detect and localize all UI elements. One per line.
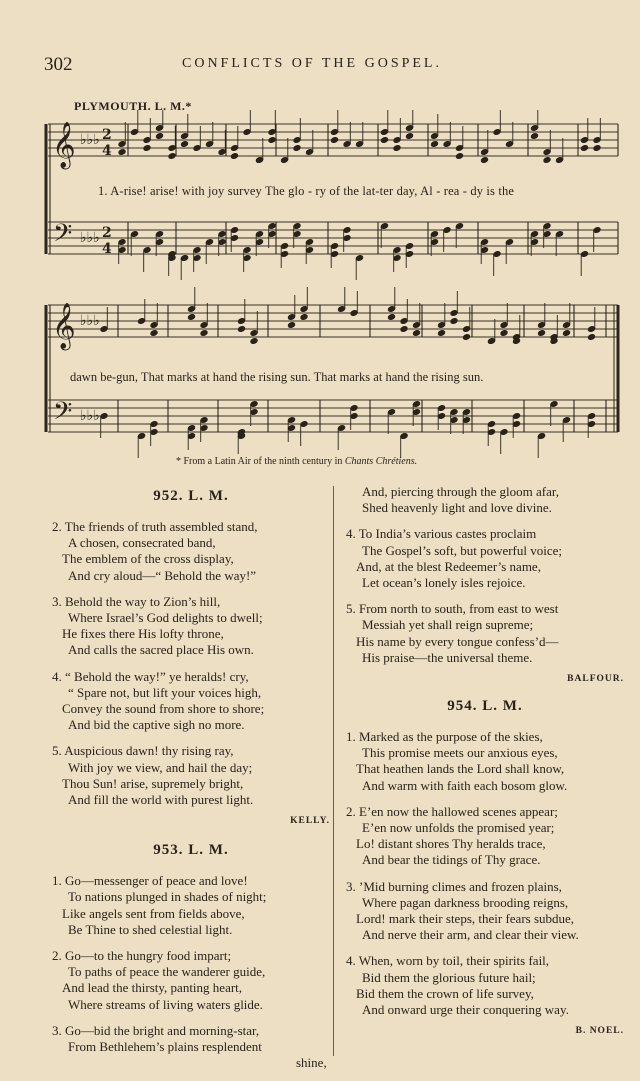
note bbox=[243, 110, 252, 136]
hymn-line: 2. Go—to the hungry food impart; bbox=[52, 948, 232, 964]
stanza bbox=[340, 601, 630, 666]
tune-title: PLYMOUTH. L. M.* bbox=[74, 99, 192, 113]
note bbox=[493, 250, 502, 276]
hymn-line: 5. Auspicious dawn! thy rising ray, bbox=[52, 743, 234, 759]
note bbox=[200, 416, 209, 442]
page-header bbox=[44, 54, 604, 78]
note bbox=[350, 291, 359, 317]
note bbox=[455, 126, 464, 160]
hymn-line: And onward urge their conquering way. bbox=[362, 1002, 569, 1018]
note bbox=[168, 250, 177, 276]
hymn-953 bbox=[46, 873, 336, 1071]
note bbox=[400, 432, 409, 458]
note bbox=[537, 432, 546, 458]
note bbox=[155, 230, 164, 256]
hymn-line: And lead the thirsty, panting heart, bbox=[62, 980, 243, 996]
treble-clef-icon: 𝄞 bbox=[52, 122, 76, 168]
note bbox=[543, 130, 552, 164]
note bbox=[187, 424, 196, 450]
hymn-number: 953. L. M. bbox=[153, 842, 229, 859]
note bbox=[100, 412, 109, 438]
hymn-line: And bid the captive sigh no more. bbox=[68, 717, 245, 733]
note bbox=[580, 250, 589, 276]
note bbox=[100, 307, 109, 333]
note bbox=[293, 118, 302, 152]
note bbox=[243, 246, 252, 272]
note bbox=[387, 408, 396, 434]
page-number: 302 bbox=[44, 54, 73, 75]
hymn-author: BALFOUR. bbox=[567, 674, 624, 685]
hymn-line: And bear the tidings of Thy grace. bbox=[362, 852, 541, 868]
note bbox=[330, 110, 339, 144]
hymn-952 bbox=[46, 519, 336, 808]
note bbox=[537, 303, 546, 337]
note bbox=[343, 226, 352, 252]
hymn-line: And calls the sacred place His own. bbox=[68, 642, 254, 658]
note bbox=[500, 428, 509, 454]
hymn-line: 3. Behold the way to Zion’s hill, bbox=[52, 593, 221, 609]
note bbox=[462, 408, 471, 434]
stanza bbox=[340, 879, 630, 944]
hymn-line: Lord! mark their steps, their fears subdue, bbox=[356, 911, 575, 927]
note bbox=[580, 118, 589, 152]
hymn-line: With joy we view, and hail the day; bbox=[68, 759, 253, 775]
hymn-line: A chosen, consecrated band, bbox=[68, 535, 216, 551]
note bbox=[555, 230, 564, 256]
hymn-line: 4. When, worn by toil, their spirits fail, bbox=[346, 953, 550, 969]
note bbox=[380, 110, 389, 144]
hymn-line: That heathen lands the Lord shall know, bbox=[356, 761, 565, 777]
stanza bbox=[340, 804, 630, 869]
staff bbox=[48, 400, 618, 432]
note bbox=[443, 226, 452, 252]
time-signature: 2 bbox=[102, 127, 112, 143]
hymn-line: He fixes there His lofty throne, bbox=[62, 626, 224, 642]
staff bbox=[48, 305, 618, 337]
note bbox=[118, 238, 127, 264]
hymn-line: 5. From north to south, from east to west bbox=[346, 601, 559, 617]
note bbox=[343, 122, 352, 148]
hymn-line: 4. To India’s various castes proclaim bbox=[346, 526, 537, 542]
note bbox=[462, 307, 471, 341]
footnote-source: Chants Chrétiens. bbox=[344, 456, 418, 467]
stanza bbox=[340, 729, 630, 794]
note bbox=[155, 110, 164, 140]
hymn-line: Shed heavenly light and love divine. bbox=[362, 500, 552, 516]
hymn-line: The emblem of the cross display, bbox=[62, 551, 234, 567]
note bbox=[193, 246, 202, 272]
note bbox=[237, 428, 246, 454]
note bbox=[218, 130, 227, 156]
tune-footnote bbox=[176, 456, 417, 467]
note bbox=[550, 400, 559, 426]
note bbox=[350, 404, 359, 430]
note bbox=[287, 295, 296, 329]
hymn-line: To nations plunged in shades of night; bbox=[68, 889, 267, 905]
note bbox=[400, 299, 409, 333]
hymn-line: Where pagan darkness brooding reigns, bbox=[362, 894, 569, 910]
bass-clef-icon: 𝄢 bbox=[53, 397, 73, 432]
treble-clef-icon: 𝄞 bbox=[52, 303, 76, 349]
note bbox=[250, 311, 259, 345]
hymn-line: And, piercing through the gloom afar, bbox=[362, 484, 559, 499]
note bbox=[530, 110, 539, 140]
note bbox=[443, 122, 452, 148]
staff bbox=[48, 222, 618, 254]
note bbox=[405, 242, 414, 268]
hymn-author: KELLY. bbox=[290, 816, 330, 827]
hymn-line: His name by every tongue confess’d— bbox=[356, 633, 559, 649]
note bbox=[230, 226, 239, 252]
note bbox=[430, 230, 439, 256]
hymn-line: To paths of peace the wanderer guide, bbox=[68, 964, 266, 980]
note bbox=[430, 114, 439, 148]
staff-lines bbox=[48, 124, 618, 432]
hymn-line: Like angels sent from fields above, bbox=[62, 905, 245, 921]
note bbox=[150, 303, 159, 337]
note bbox=[562, 303, 571, 337]
note bbox=[512, 315, 521, 345]
hymn-line: Convey the sound from shore to shore; bbox=[62, 701, 265, 717]
note bbox=[412, 400, 421, 426]
hymn-line: E’en now unfolds the promised year; bbox=[362, 820, 555, 836]
note bbox=[380, 222, 389, 248]
hymn-line: Where streams of living waters glide. bbox=[68, 996, 263, 1012]
note bbox=[337, 287, 346, 313]
hymn-line: 1. Marked as the purpose of the skies, bbox=[346, 729, 543, 745]
note bbox=[450, 408, 459, 434]
note bbox=[355, 254, 364, 280]
note bbox=[255, 230, 264, 256]
note bbox=[305, 238, 314, 264]
note bbox=[300, 287, 309, 321]
hymn-line: And nerve their arm, and clear their view. bbox=[362, 927, 579, 943]
stanza bbox=[46, 948, 336, 1013]
hymn-953-continued bbox=[340, 484, 630, 666]
hymn-line: Where Israel’s God delights to dwell; bbox=[68, 610, 263, 626]
note bbox=[130, 230, 139, 256]
hymn-line: Let ocean’s lonely isles rejoice. bbox=[362, 575, 526, 591]
flat-icon: ♭♭♭ bbox=[80, 313, 100, 329]
stanza bbox=[46, 519, 336, 584]
hymn-line: And, at the blest Redeemer’s name, bbox=[356, 558, 541, 574]
hymn-line: 4. “ Behold the way!” ye heralds! cry, bbox=[52, 668, 249, 684]
tune-lyric-line-2: dawn be-gun, That marks at hand the rising sun. That marks at hand the rising sun. bbox=[70, 370, 484, 384]
note bbox=[187, 287, 196, 321]
right-column bbox=[340, 482, 630, 1042]
note bbox=[180, 114, 189, 148]
flat-icon: ♭♭♭ bbox=[80, 230, 100, 246]
stanza bbox=[340, 484, 630, 516]
note bbox=[205, 238, 214, 264]
hymn-line: Lo! distant shores Thy heralds trace, bbox=[356, 836, 546, 852]
note bbox=[305, 130, 314, 156]
clefs bbox=[52, 122, 112, 432]
hymn-line: This promise meets our anxious eyes, bbox=[362, 745, 558, 761]
note bbox=[530, 230, 539, 256]
note bbox=[505, 122, 514, 148]
hymn-line: 2. E’en now the hallowed scenes appear; bbox=[346, 803, 558, 819]
hymn-line: “ Spare not, but lift your voices high, bbox=[68, 684, 262, 700]
hymn-number: 954. L. M. bbox=[447, 698, 523, 715]
hymn-line: shine, bbox=[296, 1055, 327, 1071]
note bbox=[137, 299, 146, 325]
note bbox=[593, 118, 602, 152]
stanza bbox=[46, 873, 336, 938]
note bbox=[587, 307, 596, 341]
note bbox=[587, 412, 596, 438]
note bbox=[205, 122, 214, 148]
note bbox=[393, 246, 402, 272]
hymn-number: 952. L. M. bbox=[153, 488, 229, 504]
time-signature: 2 bbox=[102, 225, 112, 241]
note bbox=[543, 222, 552, 248]
hymn-line: Bid them the glorious future hail; bbox=[362, 969, 536, 985]
hymn-line: And cry aloud—“ Behold the way!” bbox=[68, 567, 257, 583]
stanza bbox=[46, 669, 336, 734]
note bbox=[287, 416, 296, 442]
note bbox=[180, 254, 189, 280]
note bbox=[250, 400, 259, 426]
note bbox=[118, 122, 127, 156]
hymn-author: B. NOEL. bbox=[575, 1026, 624, 1037]
note bbox=[412, 303, 421, 337]
hymn-line: Messiah yet shall reign supreme; bbox=[362, 617, 534, 633]
bass-clef-icon: 𝄢 bbox=[53, 219, 73, 254]
hymn-line: Thou Sun! arise, supremely bright, bbox=[62, 775, 244, 791]
note bbox=[437, 303, 446, 337]
note bbox=[143, 118, 152, 152]
note bbox=[255, 138, 264, 164]
note bbox=[355, 122, 364, 148]
hymn-line: Bid them the crown of life survey, bbox=[356, 985, 534, 1001]
note bbox=[330, 242, 339, 268]
left-column bbox=[46, 482, 336, 1081]
note bbox=[450, 291, 459, 325]
note bbox=[230, 126, 239, 160]
running-title: CONFLICTS OF THE GOSPEL. bbox=[182, 56, 442, 71]
note bbox=[200, 303, 209, 337]
note bbox=[293, 222, 302, 248]
note bbox=[150, 420, 159, 446]
note bbox=[130, 110, 139, 136]
note bbox=[487, 420, 496, 446]
stanza bbox=[340, 953, 630, 1018]
note bbox=[143, 246, 152, 272]
note bbox=[137, 432, 146, 458]
music-score bbox=[40, 110, 625, 460]
note bbox=[337, 424, 346, 450]
note bbox=[393, 118, 402, 152]
note bbox=[555, 138, 564, 164]
note bbox=[268, 110, 277, 144]
hymn-line: 3. Go—bid the bright and morning-star, bbox=[52, 1022, 260, 1038]
time-signature: 4 bbox=[102, 143, 112, 159]
note bbox=[480, 238, 489, 264]
hymn-line: 3. ’Mid burning climes and frozen plains, bbox=[346, 878, 562, 894]
tune-lyric-line-1: 1. A-rise! arise! with joy survey The glo - ry of the lat-ter day, Al - rea - dy is the bbox=[98, 184, 515, 198]
note bbox=[562, 416, 571, 442]
stanza bbox=[340, 526, 630, 591]
hymn-line: 2. The friends of truth assembled stand, bbox=[52, 519, 258, 534]
stanza bbox=[46, 743, 336, 808]
barlines bbox=[46, 124, 618, 432]
stanza bbox=[46, 594, 336, 659]
hymn-line: The Gospel’s soft, but powerful voice; bbox=[362, 542, 563, 558]
hymn-line: His praise—the universal theme. bbox=[362, 649, 533, 665]
note bbox=[405, 110, 414, 140]
note bbox=[480, 130, 489, 164]
hymn-line: 1. Go—messenger of peace and love! bbox=[52, 873, 248, 889]
hymn-line: From Bethlehem’s plains resplendent bbox=[68, 1039, 262, 1055]
note bbox=[487, 319, 496, 345]
note bbox=[193, 126, 202, 152]
note bbox=[455, 222, 464, 248]
note bbox=[168, 126, 177, 160]
footnote-text: * From a Latin Air of the ninth century in bbox=[176, 456, 345, 467]
hymn-line: Be Thine to shed celestial light. bbox=[68, 921, 233, 937]
note bbox=[280, 138, 289, 164]
note bbox=[593, 226, 602, 252]
time-signature: 4 bbox=[102, 241, 112, 257]
note bbox=[550, 315, 559, 345]
note bbox=[512, 412, 521, 438]
stanza bbox=[46, 1023, 336, 1072]
note bbox=[505, 238, 514, 264]
note bbox=[437, 404, 446, 430]
hymn-line: And warm with faith each bosom glow. bbox=[362, 777, 568, 793]
note bbox=[280, 242, 289, 268]
note bbox=[300, 420, 309, 446]
note bbox=[218, 230, 227, 256]
note bbox=[268, 222, 277, 248]
note bbox=[387, 287, 396, 321]
notes bbox=[100, 110, 602, 458]
hymn-line: And fill the world with purest light. bbox=[68, 792, 254, 808]
note bbox=[500, 303, 509, 337]
note bbox=[237, 299, 246, 333]
hymn-954 bbox=[340, 729, 630, 1018]
flat-icon: ♭♭♭ bbox=[80, 408, 100, 424]
note bbox=[493, 110, 502, 136]
flat-icon: ♭♭♭ bbox=[80, 132, 100, 148]
